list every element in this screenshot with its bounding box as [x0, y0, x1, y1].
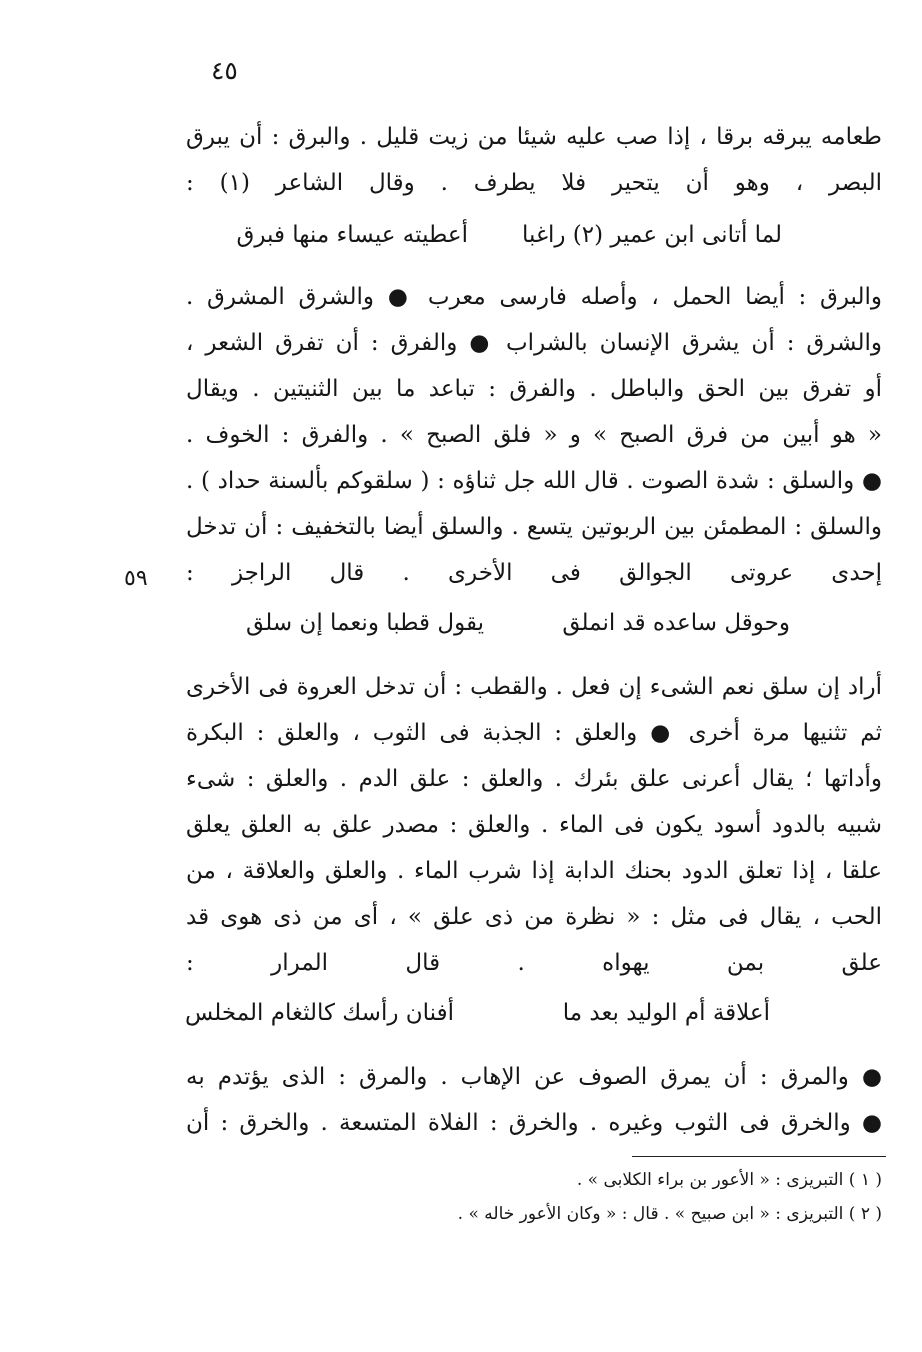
- margin-number: ٥٩: [124, 566, 148, 591]
- verse-first-hemistich: لما أتانى ابن عمير (٢) راغبا: [522, 222, 782, 248]
- verse-2: [0, 610, 922, 650]
- text-line: والشرق : أن يشرق الإنسان بالشراب ● والفرق : أن تفرق الشعر ،: [186, 330, 882, 356]
- paragraph-2: [186, 274, 882, 596]
- verse-3: [0, 1000, 922, 1040]
- verse-second-hemistich: يقول قطبا ونعما إن سلق: [246, 610, 484, 636]
- text-line: والسلق : المطمئن بين الربوتين يتسع . والسلق أيضا بالتخفيف : أن تدخل: [186, 514, 882, 540]
- paragraph-3: [186, 664, 882, 986]
- verse-1: [0, 222, 922, 262]
- text-line: ● والخرق فى الثوب وغيره . والخرق : الفلاة المتسعة . والخرق : أن: [186, 1110, 882, 1136]
- text-line: ثم تثنيها مرة أخرى ● والعلق : الجذبة فى الثوب ، والعلق : البكرة: [186, 720, 882, 746]
- text-line: إحدى عروتى الجوالق فى الأخرى . قال الراجز :: [186, 560, 882, 586]
- text-line: علقا ، إذا تعلق الدود بحنك الدابة إذا شرب الماء . والعلق والعلاقة ، من: [186, 858, 882, 884]
- text-line: ● والسلق : شدة الصوت . قال الله جل ثناؤه : ( سلقوكم بألسنة حداد ) .: [186, 468, 882, 494]
- text-line: الحب ، يقال فى مثل : « نظرة من ذى علق » ، أى من ذى هوى قد: [186, 904, 882, 930]
- text-line: وأداتها ؛ يقال أعرنى علق بئرك . والعلق : علق الدم . والعلق : شىء: [186, 766, 882, 792]
- text-line: أراد إن سلق نعم الشىء إن فعل . والقطب : أن تدخل العروة فى الأخرى: [186, 674, 882, 700]
- verse-first-hemistich: أعلاقة أم الوليد بعد ما: [562, 1000, 770, 1026]
- verse-second-hemistich: أعطيته عيساء منها فبرق: [236, 222, 468, 248]
- footnote-rule: [632, 1156, 886, 1157]
- paragraph-1: [186, 114, 882, 206]
- text-line: شبيه بالدود أسود يكون فى الماء . والعلق : مصدر علق به العلق يعلق: [186, 812, 882, 838]
- text-line: ● والمرق : أن يمرق الصوف عن الإهاب . والمرق : الذى يؤتدم به: [186, 1064, 882, 1090]
- footnote-2: ( ٢ ) التبريزى : « ابن صبيح » . قال : « وكان الأعور خاله » .: [457, 1204, 882, 1224]
- footnote-1: ( ١ ) التبريزى : « الأعور بن براء الكلابى » .: [576, 1170, 882, 1190]
- text-line: البصر ، وهو أن يتحير فلا يطرف . وقال الشاعر (١) :: [186, 170, 882, 196]
- text-line: طعامه يبرقه برقا ، إذا صب عليه شيئا من زيت قليل . والبرق : أن يبرق: [186, 124, 882, 150]
- text-line: « هو أبين من فرق الصبح » و « فلق الصبح » . والفرق : الخوف .: [186, 422, 882, 448]
- verse-second-hemistich: أفنان رأسك كالثغام المخلس: [184, 1000, 454, 1026]
- text-line: أو تفرق بين الحق والباطل . والفرق : تباعد ما بين الثنيتين . ويقال: [186, 376, 882, 402]
- text-line: [186, 274, 882, 320]
- text-segment: والبرق : أيضا الحمل ، وأصله فارسى معرب ● والشرق المشرق .: [186, 284, 882, 310]
- verse-first-hemistich: وحوقل ساعده قد انملق: [562, 610, 790, 636]
- text-line: علق بمن يهواه . قال المرار :: [186, 950, 882, 976]
- paragraph-4: [186, 1054, 882, 1146]
- page-number: ٤٥: [211, 56, 238, 85]
